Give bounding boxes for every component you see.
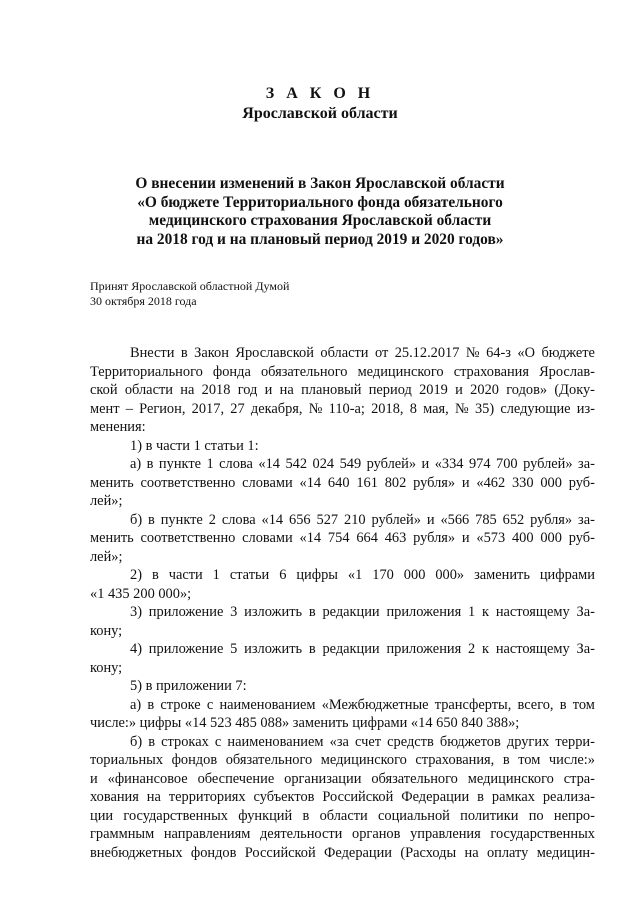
subtitle-line: «О бюджете Территориального фонда обязательного [137,193,503,211]
paragraph [90,566,595,603]
text-line: менить соответственно словами «14 640 161 802 рубля» и «462 330 000 руб- [90,474,595,491]
text-line: лей»; [90,493,123,509]
law-title: З А К О Н [265,85,375,102]
text-line: кону; [90,659,123,676]
text-line: 1) в части 1 статьи 1: [130,437,259,454]
paragraph [90,640,595,677]
region-title: Ярославской области [242,105,398,122]
paragraph [90,511,595,567]
text-line: числе:» цифры «14 523 485 088» заменить цифрами «14 650 840 388»; [90,715,520,731]
text-line: менить соответственно словами «14 754 664 463 рубля» и «573 400 000 руб- [90,530,595,546]
text-line: б) в строках с наименованием «за счет средств бюджетов других терри- [130,733,595,750]
subtitle-line: медицинского страхования Ярославской области [148,212,492,229]
text-line: б) в пункте 2 слова «14 656 527 210 рублей» и «566 785 652 рубля» за- [130,511,595,528]
adoption-date: 30 октября 2018 года [90,294,197,308]
text-line: граммным направлениям деятельности органов управления государственных [90,826,595,842]
text-line: 2) в части 1 статьи 6 цифры «1 170 000 000» заменить цифрами [130,567,595,583]
text-line: «1 435 200 000»; [90,585,192,602]
paragraph [90,344,595,437]
text-line: Территориального фонда обязательного медицинского страхования Ярослав- [90,363,595,380]
law-subtitle [0,175,640,249]
paragraph [90,677,595,696]
text-line: ции государственных функций в области социальной политики по непро- [90,807,595,824]
subtitle-line: О внесении изменений в Закон Ярославской области [135,175,505,192]
adoption-line: Принят Ярославской областной Думой [90,279,290,293]
text-line: а) в строке с наименованием «Межбюджетные трансферты, всего, в том [130,696,595,713]
text-line: Внести в Закон Ярославской области от 25.12.2017 № 64-з «О бюджете [130,345,595,361]
text-line: а) в пункте 1 слова «14 542 024 549 рублей» и «334 974 700 рублей» за- [130,456,595,472]
paragraph [90,455,595,511]
text-line: хования на территориях субъектов Российской Федерации в рамках реализа- [90,789,595,805]
text-line: ской области на 2018 год и на плановый период 2019 и 2020 годов» (Доку- [90,382,595,398]
text-line: ториальных фондов обязательного медицинского страхования, в том числе:» [90,752,595,768]
law-body [90,344,595,862]
text-line: менения: [90,419,146,435]
text-line: 5) в приложении 7: [130,678,247,694]
text-line: мент – Регион, 2017, 27 декабря, № 110-а; 2018, 8 мая, № 35) следующие из- [90,400,595,417]
paragraph [90,603,595,640]
adoption-note [90,279,289,309]
text-line: и «финансовое обеспечение организации обязательного медицинского стра- [90,770,595,787]
paragraph [90,696,595,733]
paragraph [90,437,595,456]
text-line: 4) приложение 5 изложить в редакции приложения 2 к настоящему За- [130,641,595,657]
text-line: лей»; [90,548,123,565]
paragraph [90,733,595,863]
subtitle-line: на 2018 год и на плановый период 2019 и 2020 годов» [136,230,504,248]
text-line: 3) приложение 3 изложить в редакции приложения 1 к настоящему За- [130,604,595,620]
text-line: внебюджетных фондов Российской Федерации (Расходы на оплату медицин- [90,844,595,861]
text-line: кону; [90,622,123,639]
